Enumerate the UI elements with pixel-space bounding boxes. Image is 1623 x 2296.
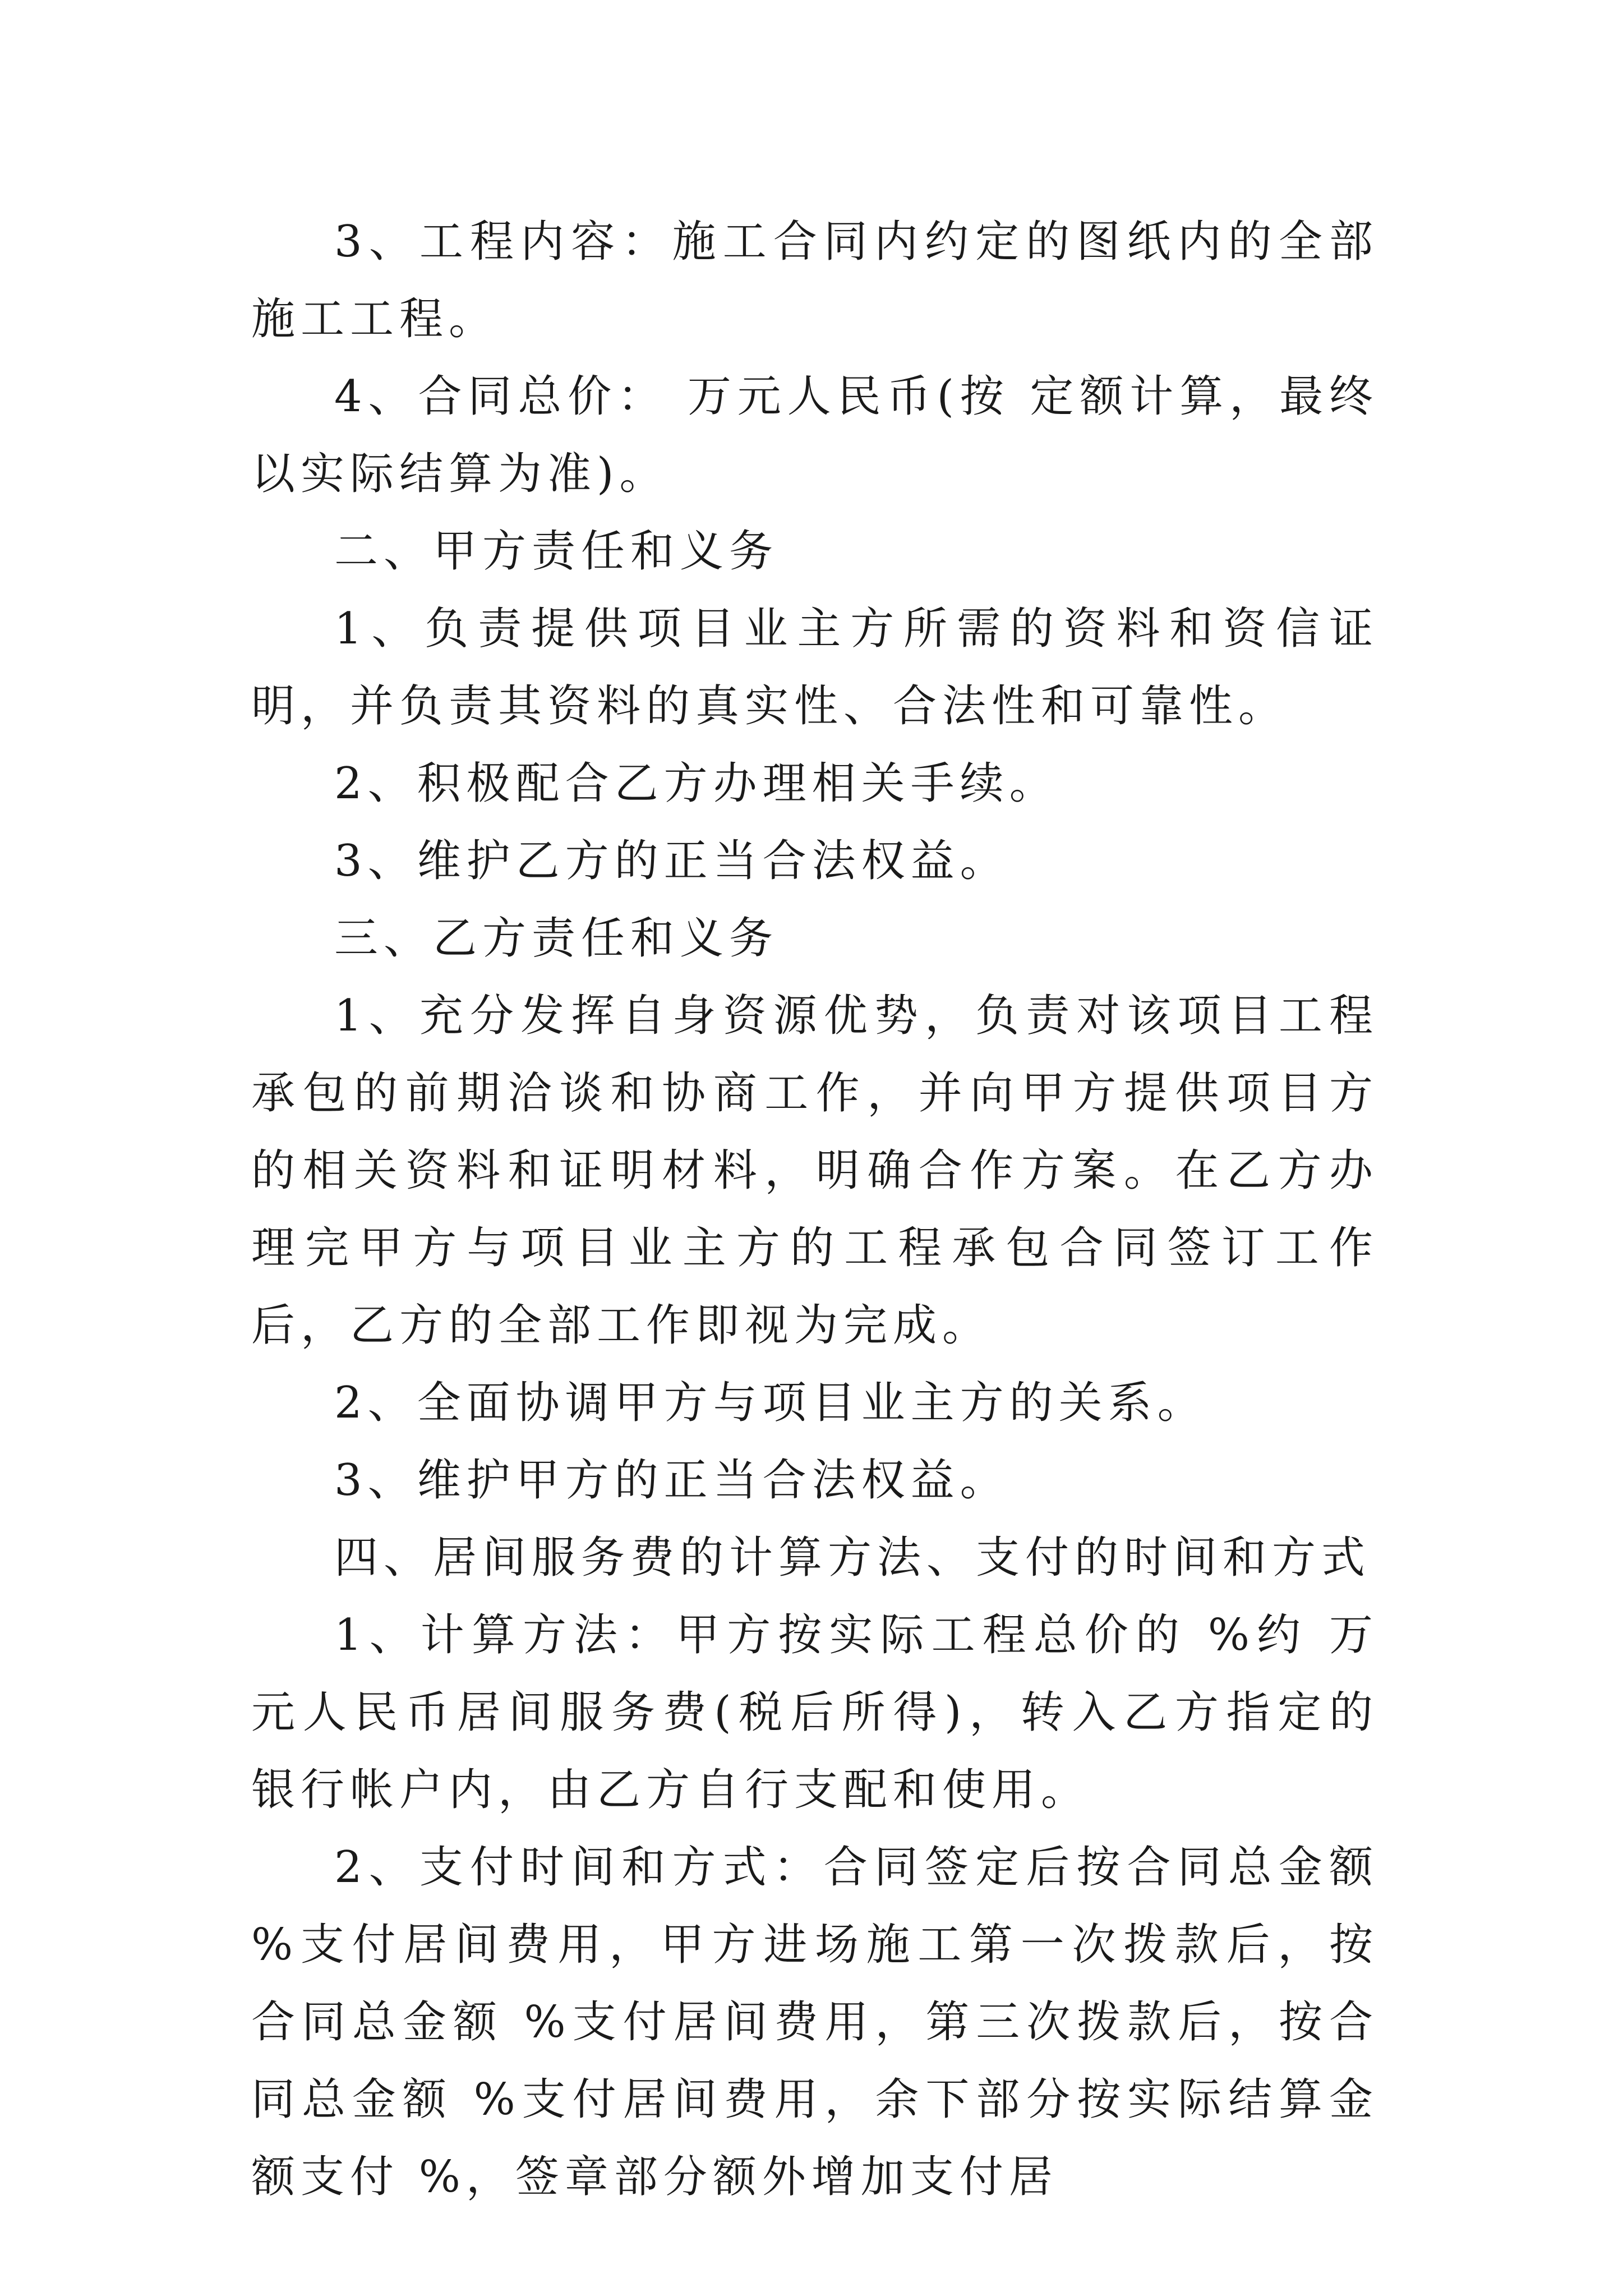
paragraph-project-scope: 3、工程内容：施工合同内约定的图纸内的全部施工工程。 bbox=[251, 217, 1378, 344]
paragraph-total-price: 4、合同总价： 万元人民币(按 定额计算，最终以实际结算为准)。 bbox=[251, 371, 1378, 499]
paragraph-party-a-1: 1、负责提供项目业主方所需的资料和资信证明，并负责其资料的真实性、合法性和可靠性。 bbox=[251, 604, 1378, 731]
paragraph-party-b-2: 2、全面协调甲方与项目业主方的关系。 bbox=[334, 1378, 1207, 1428]
paragraph-party-a-2: 2、积极配合乙方办理相关手续。 bbox=[334, 758, 1059, 809]
paragraph-fee-payment: 2、支付时间和方式：合同签定后按合同总金额 %支付居间费用，甲方进场施工第一次拨款后，按合同总金额 %支付居间费用，第三次拨款后，按合同总金额 %支付居间费用，余下部分按实际结算金额支付 %，签章部分额外增加支付居 bbox=[251, 1842, 1378, 2202]
section-heading-fee: 四、居间服务费的计算方法、支付的时间和方式 bbox=[334, 1533, 1371, 1583]
section-heading-party-a: 二、甲方责任和义务 bbox=[334, 526, 779, 577]
document-body bbox=[251, 203, 1378, 2216]
paragraph-party-b-1: 1、充分发挥自身资源优势，负责对该项目工程承包的前期洽谈和协商工作，并向甲方提供项目方的相关资料和证明材料，明确合作方案。在乙方办理完甲方与项目业主方的工程承包合同签订工作后，乙方的全部工作即视为完成。 bbox=[251, 991, 1378, 1351]
paragraph-party-b-3: 3、维护甲方的正当合法权益。 bbox=[334, 1455, 1009, 1506]
section-heading-party-b: 三、乙方责任和义务 bbox=[334, 913, 779, 964]
paragraph-party-a-3: 3、维护乙方的正当合法权益。 bbox=[334, 836, 1009, 886]
paragraph-fee-calculation: 1、计算方法：甲方按实际工程总价的 %约 万元人民币居间服务费(税后所得)，转入乙方指定的银行帐户内，由乙方自行支配和使用。 bbox=[251, 1610, 1378, 1815]
